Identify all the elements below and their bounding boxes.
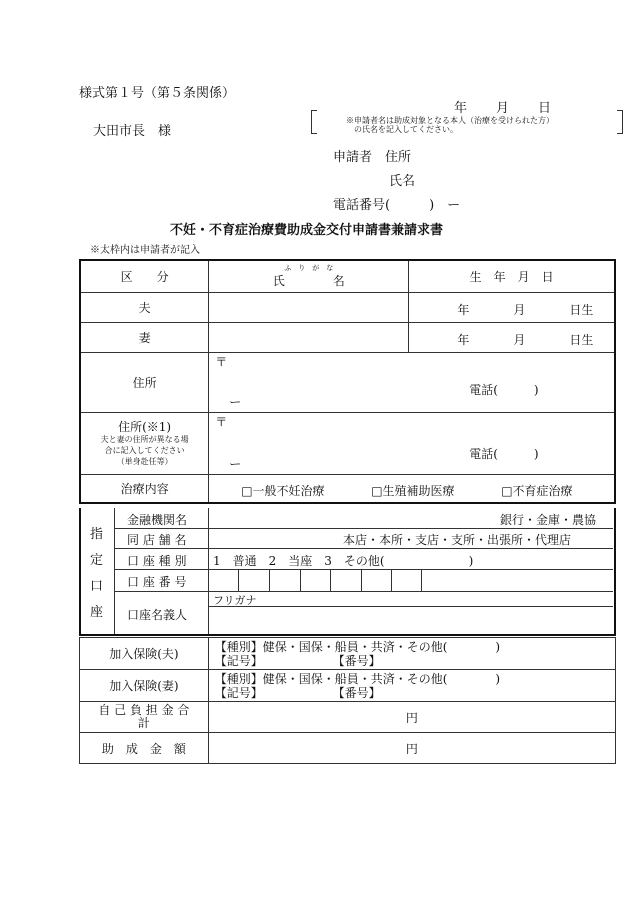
subsidy-label: 助 成 金 額 <box>80 733 209 764</box>
self-pay-cell[interactable] <box>208 702 615 733</box>
bank-label: 金融機関名 <box>127 513 188 527</box>
insurance-husband-numbers <box>209 654 615 668</box>
row-address-label: 住所 <box>80 352 209 412</box>
applicant-address-label: 申請者 住所 <box>333 150 412 165</box>
col-category: 区 分 <box>120 269 169 284</box>
address2-note3: （単身赴任等） <box>116 456 173 466</box>
col-name <box>209 260 409 292</box>
address2-tel: 電話( ) <box>469 446 539 461</box>
row-husband-label: 夫 <box>80 292 209 322</box>
insurance-husband-symbol: 【記号】 <box>214 653 263 668</box>
self-pay-label <box>80 702 209 733</box>
account-number-boxes[interactable] <box>208 569 422 591</box>
husband-birth-year: 年 <box>457 302 470 317</box>
treatment-opt-general[interactable]: □一般不妊治療 <box>241 483 325 498</box>
postal-dash: ー <box>229 394 242 409</box>
insurance-wife-symbol: 【記号】 <box>214 685 263 700</box>
insurance-husband-label: 加入保険(夫) <box>109 647 179 661</box>
holder-furigana: フリガナ <box>213 594 257 607</box>
insurance-wife-label: 加入保険(妻) <box>80 670 209 702</box>
date-year: 年 <box>454 101 468 116</box>
wife-birth-year: 年 <box>457 332 470 347</box>
husband-name-cell[interactable] <box>209 292 409 322</box>
bracket-right <box>617 110 623 134</box>
addressee: 大田市長 様 <box>93 124 172 139</box>
row-address2-label <box>80 412 209 474</box>
wife-birth-cell[interactable] <box>409 322 615 352</box>
self-pay-label-line1: 自 己 負 担 金 合 <box>98 703 190 717</box>
bracket-note-line2: の氏名を記入してください。 <box>354 125 458 134</box>
col-name-label: 氏 名 <box>272 273 345 288</box>
entry-note: ※太枠内は申請者が記入 <box>90 245 200 256</box>
col-birth: 生 年 月 日 <box>409 260 615 292</box>
insurance-wife-cell[interactable] <box>208 670 615 702</box>
husband-birth-cell[interactable] <box>409 292 615 322</box>
subsidy-yen: 円 <box>405 741 418 756</box>
postal-dash-2: ー <box>229 456 242 471</box>
applicant-phone-label: 電話番号( ) ー <box>333 198 461 213</box>
account-row-line-1 <box>114 528 613 529</box>
account-char-1: 指 <box>90 527 104 542</box>
wife-birth-month: 月 <box>513 332 526 347</box>
address2-note2: 合に記入してください <box>104 445 185 455</box>
address-tel: 電話( ) <box>469 382 539 397</box>
account-char-4: 座 <box>90 605 104 620</box>
account-type-label: 口 座 種 別 <box>127 554 187 568</box>
treatment-cell <box>209 474 615 503</box>
treatment-opt-art[interactable]: □生殖補助医療 <box>371 483 455 498</box>
col-name-furigana: ふ り が な <box>284 263 334 272</box>
address2-note1: 夫と妻の住所が異なる場 <box>100 434 189 444</box>
applicant-name-label: 氏名 <box>389 174 416 189</box>
account-number-label: 口 座 番 号 <box>127 575 187 589</box>
applicant-table <box>79 259 616 504</box>
husband-birth-day: 日生 <box>569 302 594 317</box>
husband-birth-month: 月 <box>513 302 526 317</box>
account-char-2: 定 <box>90 553 104 568</box>
insurance-wife-number: 【番号】 <box>332 685 381 700</box>
insurance-husband-number: 【番号】 <box>332 653 381 668</box>
address2-title: 住所(※1) <box>118 419 172 434</box>
wife-name-cell[interactable] <box>209 322 409 352</box>
bracket-left <box>311 110 317 134</box>
row-wife-label: 妻 <box>80 322 209 352</box>
account-char-3: 口 <box>90 579 104 594</box>
insurance-wife-type: 【種別】健保・国保・船員・共済・その他( ) <box>214 671 501 686</box>
account-furigana-line <box>208 606 613 607</box>
account-type-options[interactable]: 1 普通 2 当座 3 その他( ) <box>213 554 474 568</box>
account-row-line-2 <box>114 548 613 549</box>
self-pay-label-line2: 計 <box>137 716 150 730</box>
self-pay-yen: 円 <box>405 710 418 725</box>
bank-types: 銀行・金庫・農協 <box>500 513 597 527</box>
bracket-note-line1: ※申請者名は助成対象となる本人（治療を受けられた方） <box>346 116 554 125</box>
postal-mark: 〒 <box>215 354 228 369</box>
branch-types: 本店・本所・支店・支所・出張所・代理店 <box>343 533 572 547</box>
insurance-husband-cell[interactable] <box>208 638 615 670</box>
insurance-table <box>79 637 616 764</box>
holder-label: 口座名義人 <box>127 608 188 622</box>
postal-mark-2: 〒 <box>215 414 228 429</box>
page-title: 不妊・不育症治療費助成金交付申請書兼請求書 <box>170 223 444 238</box>
account-row-line-4 <box>114 591 613 592</box>
address2-cell[interactable] <box>209 412 615 474</box>
subsidy-cell[interactable] <box>208 733 615 764</box>
treatment-opt-recurrent[interactable]: □不育症治療 <box>501 483 573 498</box>
date-month: 月 <box>496 101 510 116</box>
branch-label: 同 店 舗 名 <box>127 533 187 547</box>
address-cell[interactable] <box>209 352 615 412</box>
insurance-wife-numbers <box>209 686 615 700</box>
date-day: 日 <box>538 101 552 116</box>
insurance-husband-type: 【種別】健保・国保・船員・共済・その他( ) <box>214 639 501 654</box>
form-number: 様式第１号（第５条関係） <box>79 86 236 101</box>
row-treatment-label: 治療内容 <box>80 474 209 503</box>
wife-birth-day: 日生 <box>569 332 594 347</box>
